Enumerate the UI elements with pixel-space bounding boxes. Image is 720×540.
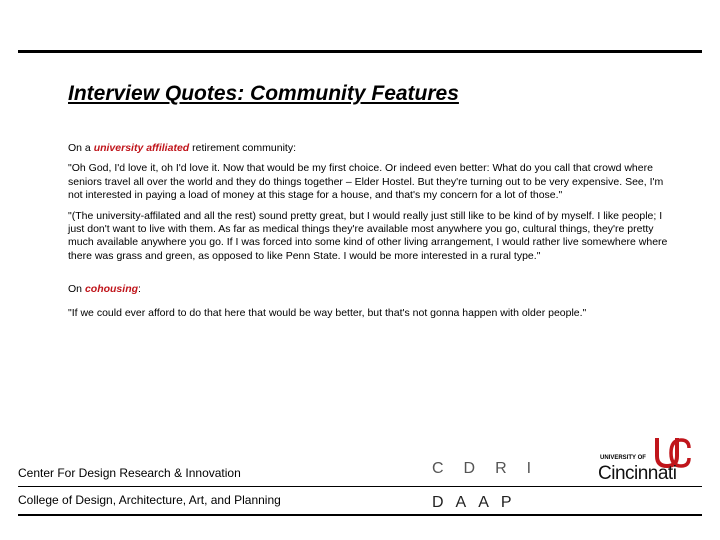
quotes-content: [68, 142, 676, 320]
quote-3: "If we could ever afford to do that here that would be way better, but that's not gonna happen with older people.": [68, 306, 587, 319]
footer-college-name: College of Design, Architecture, Art, and Planning: [18, 493, 281, 507]
section2-intro-prefix: On: [68, 283, 85, 296]
quote-1: "Oh God, I'd love it, oh I'd love it. Now that would be my first choice. Or indeed even better: What do you call that crowd where seniors travel all over the world and they do things together – Elder Hostel. But they're turning out to be very expensive. See, I'm not interested in paying a load of money at this stage for a house, and that's my concern for a lot of those.": [68, 162, 664, 202]
header-rule: [18, 50, 702, 53]
section2-keyword: cohousing: [84, 283, 139, 296]
page-title: Interview Quotes: Community Features: [68, 82, 459, 105]
section2-intro: [68, 283, 676, 296]
footer-rule-1: [18, 486, 702, 487]
section1-intro-suffix: retirement community:: [189, 142, 296, 154]
uc-logo-small-text: UNIVERSITY OF: [600, 455, 646, 461]
section1-keyword: university affiliated: [93, 142, 190, 154]
footer-rule-2: [18, 514, 702, 516]
daap-logo: DAAP: [432, 494, 524, 511]
cdri-logo: CDRI: [432, 460, 552, 477]
quote-2: "(The university-affilated and all the rest) sound pretty great, but I would really just still like to be kind of by myself. I like people; I just don't want to live with them. As far as medical things they're available most anywhere you go, cultural things, they're pretty much available anywhere you go. If I was forced into some kind of other living arrangement, I would rather live somewhere where there was grass and green, as opposed to like Penn State. I would be more interested in a rural type.": [68, 209, 668, 262]
section1-intro-prefix: On a: [68, 142, 94, 154]
section2-intro-suffix: :: [138, 283, 141, 296]
footer-center-name: Center For Design Research & Innovation: [18, 466, 241, 480]
uc-logo-wordmark: Cincinnati: [598, 463, 677, 484]
section1-intro: [68, 142, 676, 155]
